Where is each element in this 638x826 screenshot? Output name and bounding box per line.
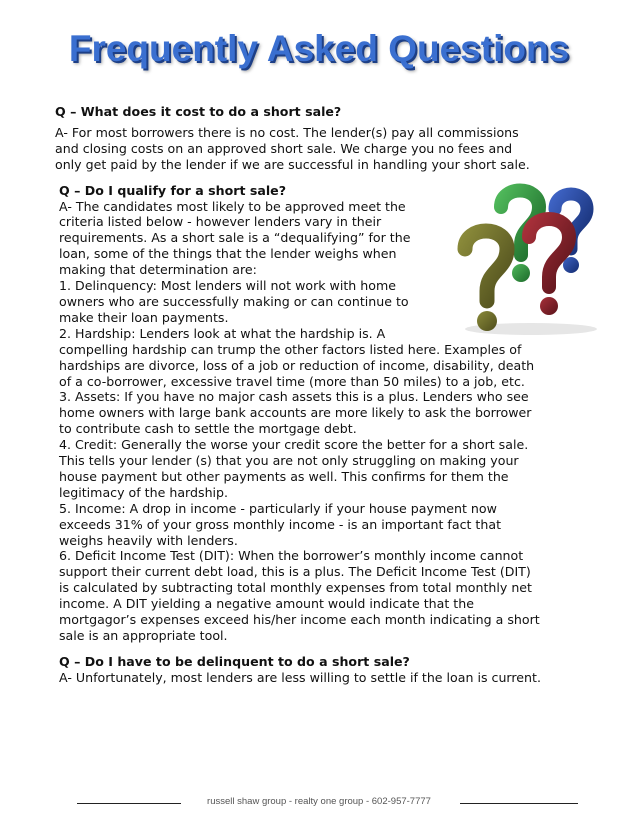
faq-item-delinquent [55, 654, 595, 686]
faq-item-qualify [55, 183, 595, 644]
faq-question: Q – Do I have to be delinquent to do a short sale? [59, 653, 410, 669]
footer-rule-right [460, 803, 578, 804]
faq-content [55, 104, 595, 686]
faq-question: Q – What does it cost to do a short sale? [55, 104, 342, 119]
footer-text: russell shaw group - realty one group - 602-957-7777 [207, 796, 431, 807]
faq-answer: A- Unfortunately, most lenders are less willing to settle if the loan is current. [59, 669, 541, 685]
page-title: Frequently Asked Questions [68, 28, 570, 69]
faq-question: Q – Do I qualify for a short sale? [59, 182, 287, 198]
faq-item-cost [55, 104, 595, 173]
faq-answer: A- For most borrowers there is no cost. The lender(s) pay all commissions and closing costs on an approved short sale. We charge you no fees and only get paid by the lender if we are successful in handling your short sale. [55, 124, 530, 172]
faq-answer: A- The candidates most likely to be approved meet the criteria listed below - however lenders vary in their requirements. As a short sale is a “dequalifying” for the loan, some of the things that the lender weighs when making that determination are: 1. Delinquency: Most lenders will not work with home owners who are successfully making or can continue to make their loan payments. 2. Hardship: Lenders look at what the hardship is. A compelling hardship can trump the other factors listed here. Examples of hardships are divorce, loss of a job or reduction of income, disability, death of a co-borrower, excessive travel time (more than 50 miles) to a job, etc. 3. Assets: If you have no major cash assets this is a plus. Lenders who see home owners with large bank accounts are more likely to ask the borrower to contribute cash to settle the mortgage debt. 4. Credit: Generally the worse your credit score the better for a short sale. This tells your lender (s) that you are not only struggling on making your house payment but other payments as well. This confirms for them the legitimacy of the hardship. 5. Income: A drop in income - particularly if your house payment now exceeds 31% of your gross monthly income - is an important fact that weighs heavily with lenders. 6. Deficit Income Test (DIT): When the borrower’s monthly income cannot support their current debt load, this is a plus. The Deficit Income Test (DIT) is calculated by subtracting total monthly expenses from total monthly net income. A DIT yielding a negative amount would indicate that the mortgagor’s expenses exceed his/her income each month indicating a short sale is an appropriate tool. [59, 198, 540, 643]
page-footer [0, 796, 638, 810]
question-marks-icon [451, 179, 599, 339]
